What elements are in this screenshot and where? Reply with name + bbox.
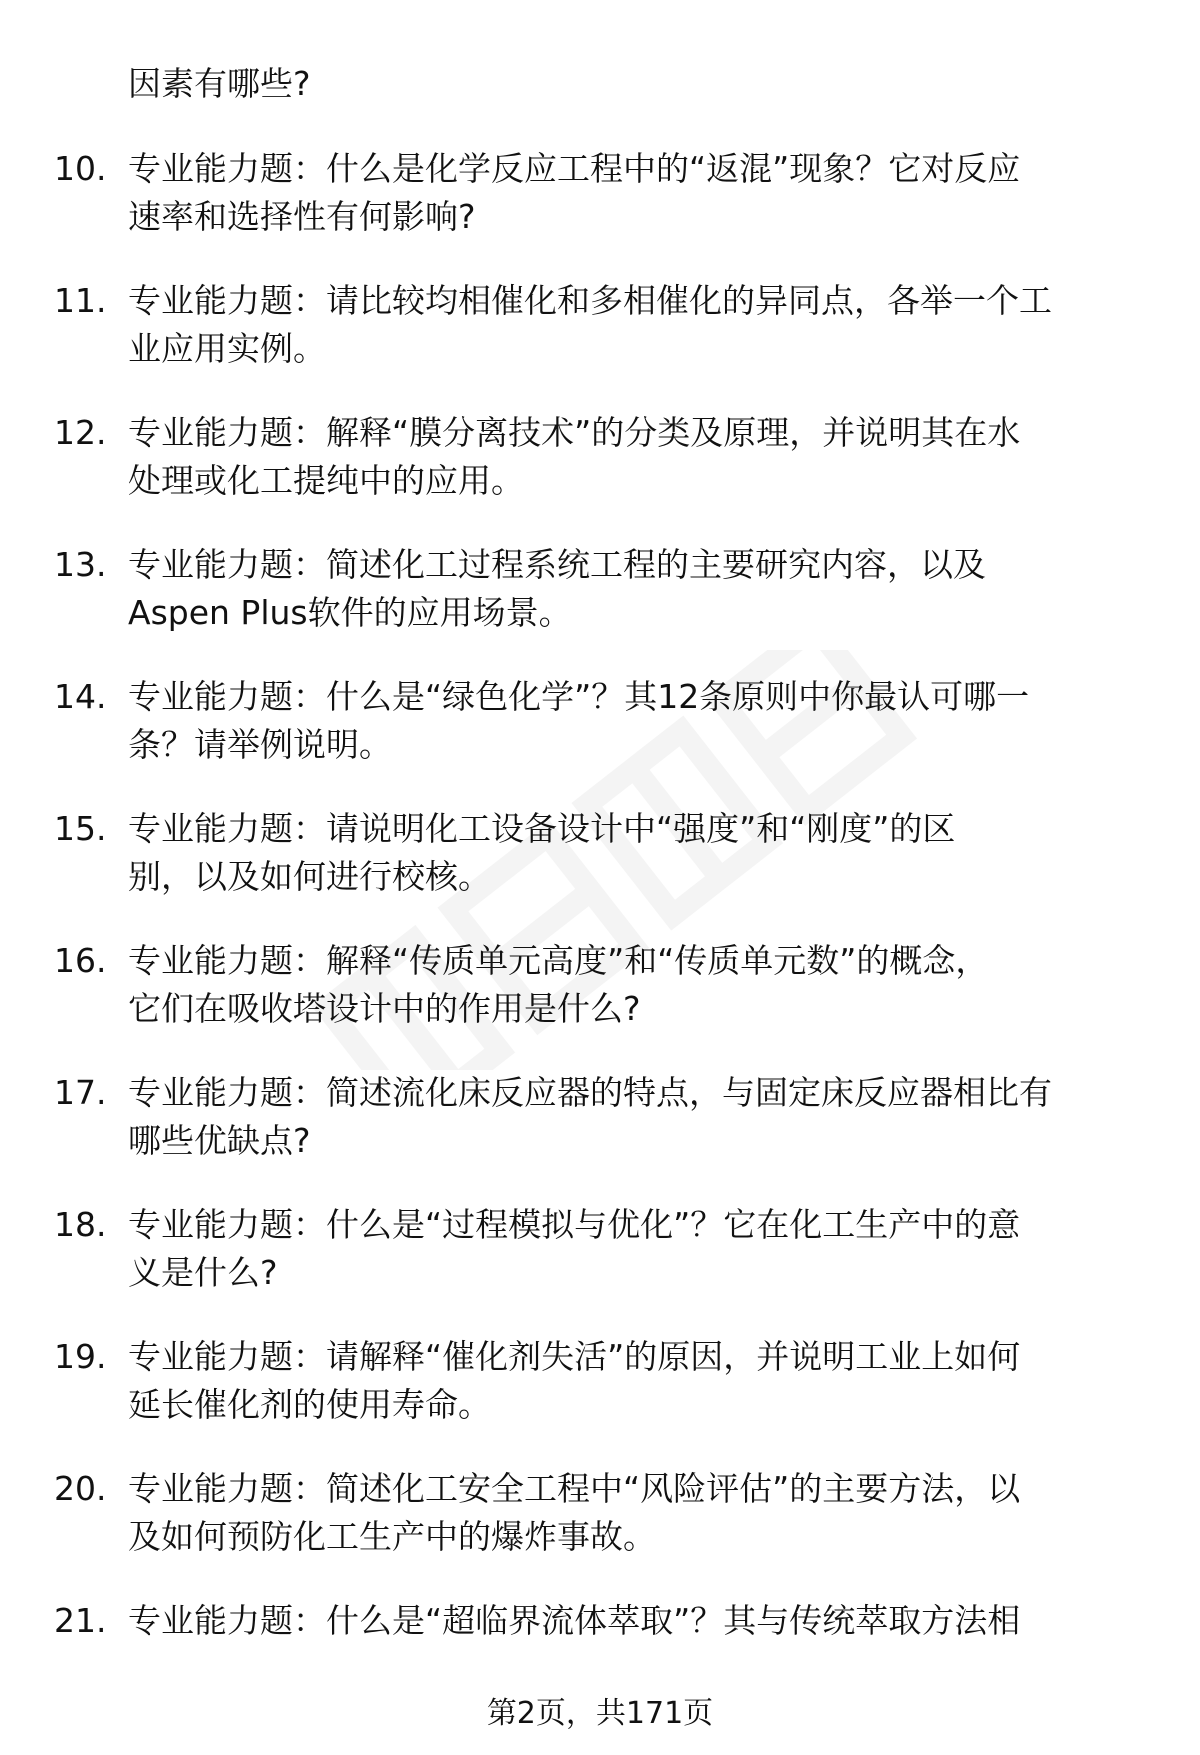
question-text-line2: 条？请举例说明。 — [128, 725, 392, 764]
question-list — [0, 143, 1200, 1727]
question-text-line1: 专业能力题：简述化工过程系统工程的主要研究内容，以及 — [128, 545, 986, 584]
question-item — [0, 275, 1200, 407]
question-text-line1: 专业能力题：简述流化床反应器的特点，与固定床反应器相比有 — [128, 1073, 1052, 1112]
question-text-line1: 专业能力题：解释“传质单元高度”和“传质单元数”的概念， — [128, 941, 989, 980]
question-text-line1: 专业能力题：什么是“超临界流体萃取”？其与传统萃取方法相 — [128, 1601, 1021, 1640]
question-item — [0, 1067, 1200, 1199]
question-number: 11. — [54, 281, 107, 320]
question-item — [0, 407, 1200, 539]
question-text-line1: 专业能力题：解释“膜分离技术”的分类及原理，并说明其在水 — [128, 413, 1021, 452]
question-number: 16. — [54, 941, 107, 980]
question-item — [0, 671, 1200, 803]
question-number: 21. — [54, 1601, 107, 1640]
question-text-line2: 及如何预防化工生产中的爆炸事故。 — [128, 1517, 656, 1556]
question-text-line1: 专业能力题：请解释“催化剂失活”的原因，并说明工业上如何 — [128, 1337, 1021, 1376]
question-number: 15. — [54, 809, 107, 848]
question-number: 18. — [54, 1205, 107, 1244]
question-item — [0, 803, 1200, 935]
question-text-line2: 义是什么? — [128, 1253, 278, 1292]
question-text-line1: 专业能力题：什么是“绿色化学”？其12条原则中你最认可哪一 — [128, 677, 1030, 716]
question-text-line1: 专业能力题：什么是化学反应工程中的“返混”现象？它对反应 — [128, 149, 1021, 188]
question-item — [0, 539, 1200, 671]
question-item — [0, 1331, 1200, 1463]
question-number: 14. — [54, 677, 107, 716]
question-number: 19. — [54, 1337, 107, 1376]
question-number: 13. — [54, 545, 107, 584]
question-item — [0, 1463, 1200, 1595]
question-text-line1: 专业能力题：简述化工安全工程中“风险评估”的主要方法，以 — [128, 1469, 1021, 1508]
question-text-line2: Aspen Plus软件的应用场景。 — [128, 593, 572, 632]
question-text-line2: 业应用实例。 — [128, 329, 326, 368]
question-text-line2: 别，以及如何进行校核。 — [128, 857, 491, 896]
continuation-text: 因素有哪些? — [128, 64, 311, 103]
question-text-line1: 专业能力题：请说明化工设备设计中“强度”和“刚度”的区 — [128, 809, 956, 848]
question-number: 20. — [54, 1469, 107, 1508]
question-text-line2: 处理或化工提纯中的应用。 — [128, 461, 524, 500]
question-number: 10. — [54, 149, 107, 188]
question-text-line2: 延长催化剂的使用寿命。 — [128, 1385, 491, 1424]
page-footer: 第2页，共171页 — [486, 1696, 714, 1731]
question-text-line1: 专业能力题：什么是“过程模拟与优化”？它在化工生产中的意 — [128, 1205, 1021, 1244]
question-text-line1: 专业能力题：请比较均相催化和多相催化的异同点，各举一个工 — [128, 281, 1052, 320]
question-item — [0, 1199, 1200, 1331]
question-item — [0, 143, 1200, 275]
question-number: 12. — [54, 413, 107, 452]
question-number: 17. — [54, 1073, 107, 1112]
question-text-line2: 哪些优缺点? — [128, 1121, 311, 1160]
question-text-line2: 它们在吸收塔设计中的作用是什么? — [128, 989, 641, 1028]
question-text-line2: 速率和选择性有何影响? — [128, 197, 476, 236]
question-item — [0, 935, 1200, 1067]
